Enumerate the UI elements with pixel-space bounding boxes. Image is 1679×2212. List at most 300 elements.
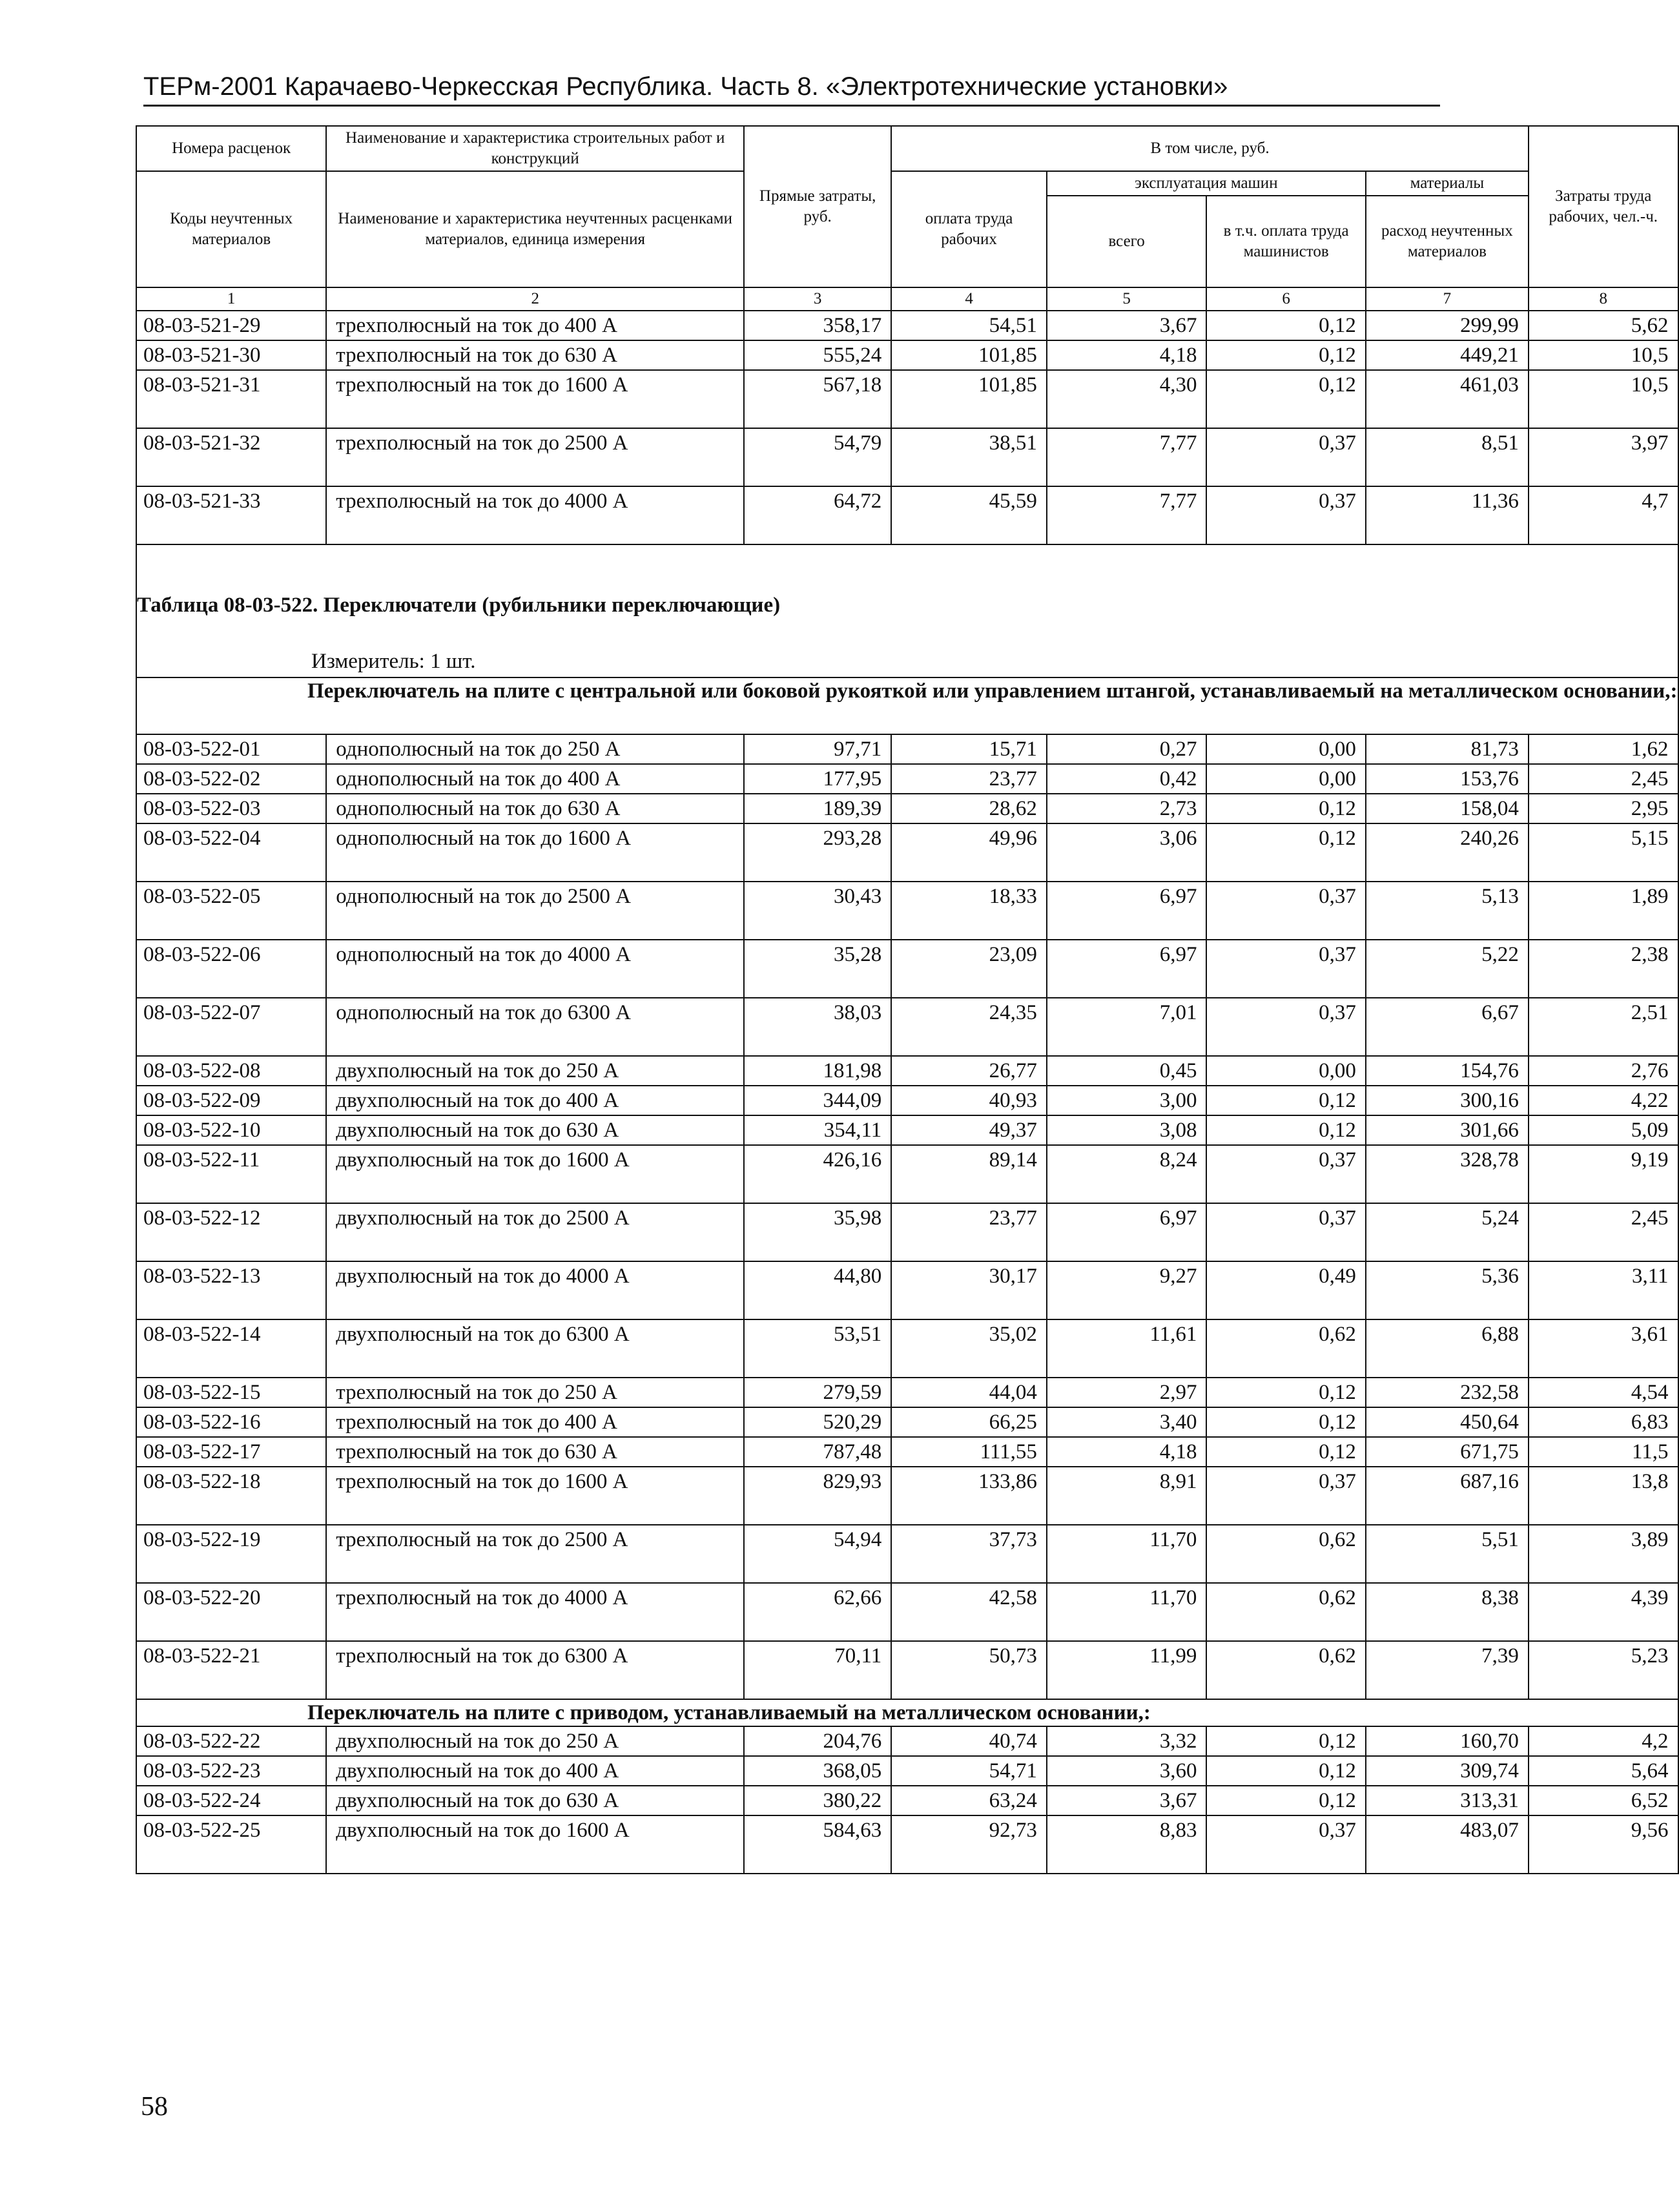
- table-row: [136, 428, 1678, 486]
- machines-total-value: 3,00: [1047, 1086, 1207, 1115]
- machinist-pay-value: 0,12: [1206, 1756, 1365, 1786]
- work-name: трехполюсный на ток до 630 А: [326, 1437, 744, 1467]
- materials-usage-value: 154,76: [1366, 1056, 1529, 1086]
- group-2-title: Переключатель на плите с приводом, устанавливаемый на металлическом основании,:: [136, 1699, 1678, 1726]
- worker-pay-value: 63,24: [891, 1786, 1047, 1815]
- table-row: [136, 823, 1678, 882]
- materials-usage-value: 5,24: [1366, 1203, 1529, 1261]
- work-name: однополюсный на ток до 400 А: [326, 764, 744, 794]
- labor-costs-value: 3,11: [1529, 1261, 1678, 1319]
- machinist-pay-value: 0,37: [1206, 940, 1365, 998]
- machinist-pay-value: 0,12: [1206, 823, 1365, 882]
- machines-total-value: 6,97: [1047, 882, 1207, 940]
- worker-pay-value: 26,77: [891, 1056, 1047, 1086]
- machines-total-value: 3,60: [1047, 1756, 1207, 1786]
- direct-costs-value: 204,76: [744, 1726, 891, 1756]
- work-name: двухполюсный на ток до 6300 А: [326, 1319, 744, 1378]
- labor-costs-value: 2,45: [1529, 1203, 1678, 1261]
- worker-pay-value: 37,73: [891, 1525, 1047, 1583]
- table-row: [136, 1378, 1678, 1407]
- table-header: [136, 126, 1678, 311]
- rate-code: 08-03-522-22: [136, 1726, 326, 1756]
- rate-code: 08-03-521-29: [136, 311, 326, 340]
- work-name: трехполюсный на ток до 1600 А: [326, 370, 744, 428]
- direct-costs-value: 368,05: [744, 1756, 891, 1786]
- work-name: двухполюсный на ток до 1600 А: [326, 1145, 744, 1203]
- direct-costs-value: 64,72: [744, 486, 891, 544]
- work-name: трехполюсный на ток до 400 А: [326, 311, 744, 340]
- materials-usage-value: 240,26: [1366, 823, 1529, 882]
- machines-total-value: 3,40: [1047, 1407, 1207, 1437]
- table-row: [136, 1467, 1678, 1525]
- work-name: двухполюсный на ток до 630 А: [326, 1115, 744, 1145]
- materials-usage-value: 160,70: [1366, 1726, 1529, 1756]
- table-row: [136, 734, 1678, 764]
- materials-usage-value: 11,36: [1366, 486, 1529, 544]
- labor-costs-value: 2,38: [1529, 940, 1678, 998]
- table-row: [136, 1319, 1678, 1378]
- machines-total-value: 11,70: [1047, 1525, 1207, 1583]
- table-row: [136, 1086, 1678, 1115]
- table-row: [136, 794, 1678, 823]
- table-522-title: Таблица 08-03-522. Переключатели (рубильники переключающие): [136, 564, 1678, 646]
- materials-usage-value: 671,75: [1366, 1437, 1529, 1467]
- table-row: [136, 882, 1678, 940]
- header-materials-usage: расход неучтенных материалов: [1366, 196, 1529, 287]
- work-name: однополюсный на ток до 4000 А: [326, 940, 744, 998]
- work-name: двухполюсный на ток до 4000 А: [326, 1261, 744, 1319]
- table-row: [136, 1815, 1678, 1874]
- column-number: 6: [1206, 287, 1365, 311]
- worker-pay-value: 101,85: [891, 340, 1047, 370]
- machines-total-value: 3,32: [1047, 1726, 1207, 1756]
- page-header: ТЕРм-2001 Карачаево-Черкесская Республика. Часть 8. «Электротехнические установки»: [143, 72, 1228, 101]
- column-number: 4: [891, 287, 1047, 311]
- materials-usage-value: 461,03: [1366, 370, 1529, 428]
- column-number: 2: [326, 287, 744, 311]
- machinist-pay-value: 0,37: [1206, 486, 1365, 544]
- worker-pay-value: 50,73: [891, 1641, 1047, 1699]
- worker-pay-value: 54,51: [891, 311, 1047, 340]
- direct-costs-value: 787,48: [744, 1437, 891, 1467]
- machinist-pay-value: 0,12: [1206, 1378, 1365, 1407]
- direct-costs-value: 62,66: [744, 1583, 891, 1641]
- meter-row: [136, 646, 1678, 677]
- table-row: [136, 1407, 1678, 1437]
- worker-pay-value: 35,02: [891, 1319, 1047, 1378]
- machinist-pay-value: 0,12: [1206, 1115, 1365, 1145]
- column-numbers-row: [136, 287, 1678, 311]
- work-name: однополюсный на ток до 1600 А: [326, 823, 744, 882]
- labor-costs-value: 5,09: [1529, 1115, 1678, 1145]
- direct-costs-value: 35,98: [744, 1203, 891, 1261]
- labor-costs-value: 3,89: [1529, 1525, 1678, 1583]
- materials-usage-value: 8,38: [1366, 1583, 1529, 1641]
- materials-usage-value: 5,51: [1366, 1525, 1529, 1583]
- machines-total-value: 8,83: [1047, 1815, 1207, 1874]
- direct-costs-value: 189,39: [744, 794, 891, 823]
- work-name: двухполюсный на ток до 2500 А: [326, 1203, 744, 1261]
- direct-costs-value: 70,11: [744, 1641, 891, 1699]
- header-machines-total: всего: [1047, 196, 1207, 287]
- labor-costs-value: 4,54: [1529, 1378, 1678, 1407]
- worker-pay-value: 49,37: [891, 1115, 1047, 1145]
- materials-usage-value: 153,76: [1366, 764, 1529, 794]
- table-row: [136, 1115, 1678, 1145]
- table-row: [136, 1756, 1678, 1786]
- group-1-title-row: [136, 677, 1678, 734]
- spacer-row: [136, 544, 1678, 564]
- machinist-pay-value: 0,62: [1206, 1319, 1365, 1378]
- machinist-pay-value: 0,00: [1206, 1056, 1365, 1086]
- labor-costs-value: 3,97: [1529, 428, 1678, 486]
- column-number: 8: [1529, 287, 1678, 311]
- machines-total-value: 0,45: [1047, 1056, 1207, 1086]
- column-number: 7: [1366, 287, 1529, 311]
- worker-pay-value: 49,96: [891, 823, 1047, 882]
- machines-total-value: 7,77: [1047, 428, 1207, 486]
- machinist-pay-value: 0,12: [1206, 1437, 1365, 1467]
- direct-costs-value: 38,03: [744, 998, 891, 1056]
- machinist-pay-value: 0,62: [1206, 1583, 1365, 1641]
- labor-costs-value: 5,62: [1529, 311, 1678, 340]
- work-name: трехполюсный на ток до 4000 А: [326, 486, 744, 544]
- materials-usage-value: 300,16: [1366, 1086, 1529, 1115]
- labor-costs-value: 9,19: [1529, 1145, 1678, 1203]
- materials-usage-value: 5,36: [1366, 1261, 1529, 1319]
- machines-total-value: 0,27: [1047, 734, 1207, 764]
- materials-usage-value: 5,13: [1366, 882, 1529, 940]
- labor-costs-value: 9,56: [1529, 1815, 1678, 1874]
- machinist-pay-value: 0,37: [1206, 1203, 1365, 1261]
- rate-code: 08-03-521-30: [136, 340, 326, 370]
- worker-pay-value: 66,25: [891, 1407, 1047, 1437]
- worker-pay-value: 28,62: [891, 794, 1047, 823]
- machines-total-value: 7,77: [1047, 486, 1207, 544]
- materials-usage-value: 232,58: [1366, 1378, 1529, 1407]
- machines-total-value: 2,97: [1047, 1378, 1207, 1407]
- machines-total-value: 3,67: [1047, 311, 1207, 340]
- rate-code: 08-03-522-01: [136, 734, 326, 764]
- rate-code: 08-03-522-21: [136, 1641, 326, 1699]
- worker-pay-value: 45,59: [891, 486, 1047, 544]
- table-body: [136, 311, 1678, 1874]
- worker-pay-value: 15,71: [891, 734, 1047, 764]
- work-name: однополюсный на ток до 2500 А: [326, 882, 744, 940]
- machinist-pay-value: 0,37: [1206, 1145, 1365, 1203]
- direct-costs-value: 354,11: [744, 1115, 891, 1145]
- machinist-pay-value: 0,37: [1206, 1815, 1365, 1874]
- machinist-pay-value: 0,37: [1206, 882, 1365, 940]
- rate-code: 08-03-522-23: [136, 1756, 326, 1786]
- work-name: однополюсный на ток до 630 А: [326, 794, 744, 823]
- table-row: [136, 1525, 1678, 1583]
- materials-usage-value: 309,74: [1366, 1756, 1529, 1786]
- direct-costs-value: 177,95: [744, 764, 891, 794]
- labor-costs-value: 2,95: [1529, 794, 1678, 823]
- table-row: [136, 1203, 1678, 1261]
- labor-costs-value: 4,7: [1529, 486, 1678, 544]
- direct-costs-value: 54,94: [744, 1525, 891, 1583]
- table-row: [136, 998, 1678, 1056]
- rate-code: 08-03-522-11: [136, 1145, 326, 1203]
- materials-usage-value: 158,04: [1366, 794, 1529, 823]
- worker-pay-value: 133,86: [891, 1467, 1047, 1525]
- work-name: двухполюсный на ток до 400 А: [326, 1086, 744, 1115]
- labor-costs-value: 3,61: [1529, 1319, 1678, 1378]
- worker-pay-value: 23,09: [891, 940, 1047, 998]
- labor-costs-value: 2,45: [1529, 764, 1678, 794]
- machinist-pay-value: 0,62: [1206, 1641, 1365, 1699]
- header-worker-pay: оплата труда рабочих: [891, 171, 1047, 287]
- machines-total-value: 3,67: [1047, 1786, 1207, 1815]
- table-row: [136, 1583, 1678, 1641]
- work-name: трехполюсный на ток до 630 А: [326, 340, 744, 370]
- table-row: [136, 340, 1678, 370]
- worker-pay-value: 101,85: [891, 370, 1047, 428]
- machinist-pay-value: 0,00: [1206, 764, 1365, 794]
- work-name: двухполюсный на ток до 250 А: [326, 1726, 744, 1756]
- machinist-pay-value: 0,12: [1206, 370, 1365, 428]
- worker-pay-value: 18,33: [891, 882, 1047, 940]
- direct-costs-value: 567,18: [744, 370, 891, 428]
- work-name: двухполюсный на ток до 1600 А: [326, 1815, 744, 1874]
- worker-pay-value: 40,93: [891, 1086, 1047, 1115]
- table-row: [136, 1261, 1678, 1319]
- worker-pay-value: 30,17: [891, 1261, 1047, 1319]
- worker-pay-value: 44,04: [891, 1378, 1047, 1407]
- direct-costs-value: 380,22: [744, 1786, 891, 1815]
- worker-pay-value: 42,58: [891, 1583, 1047, 1641]
- worker-pay-value: 40,74: [891, 1726, 1047, 1756]
- direct-costs-value: 555,24: [744, 340, 891, 370]
- materials-usage-value: 483,07: [1366, 1815, 1529, 1874]
- materials-usage-value: 313,31: [1366, 1786, 1529, 1815]
- header-codes-top: Номера расценок: [136, 126, 326, 171]
- work-name: однополюсный на ток до 250 А: [326, 734, 744, 764]
- work-name: трехполюсный на ток до 2500 А: [326, 428, 744, 486]
- machines-total-value: 2,73: [1047, 794, 1207, 823]
- table-522-title-row: [136, 564, 1678, 646]
- machinist-pay-value: 0,00: [1206, 734, 1365, 764]
- rate-code: 08-03-522-15: [136, 1378, 326, 1407]
- work-name: трехполюсный на ток до 6300 А: [326, 1641, 744, 1699]
- header-machines: эксплуатация машин: [1047, 171, 1366, 196]
- machines-total-value: 6,97: [1047, 940, 1207, 998]
- work-name: трехполюсный на ток до 1600 А: [326, 1467, 744, 1525]
- work-name: двухполюсный на ток до 630 А: [326, 1786, 744, 1815]
- header-rule: [143, 105, 1440, 107]
- rate-code: 08-03-522-20: [136, 1583, 326, 1641]
- group-1-title: Переключатель на плите с центральной или боковой рукояткой или управлением штангой, устанавливаемый на металлическом основании,:: [136, 677, 1678, 734]
- machinist-pay-value: 0,62: [1206, 1525, 1365, 1583]
- rate-code: 08-03-522-25: [136, 1815, 326, 1874]
- direct-costs-value: 293,28: [744, 823, 891, 882]
- column-number: 1: [136, 287, 326, 311]
- direct-costs-value: 53,51: [744, 1319, 891, 1378]
- table-row: [136, 1786, 1678, 1815]
- machines-total-value: 3,06: [1047, 823, 1207, 882]
- page-number: 58: [141, 2092, 168, 2122]
- direct-costs-value: 584,63: [744, 1815, 891, 1874]
- machines-total-value: 6,97: [1047, 1203, 1207, 1261]
- rate-code: 08-03-522-14: [136, 1319, 326, 1378]
- materials-usage-value: 301,66: [1366, 1115, 1529, 1145]
- machinist-pay-value: 0,12: [1206, 1407, 1365, 1437]
- rate-code: 08-03-522-16: [136, 1407, 326, 1437]
- labor-costs-value: 2,51: [1529, 998, 1678, 1056]
- machines-total-value: 11,61: [1047, 1319, 1207, 1378]
- machines-total-value: 0,42: [1047, 764, 1207, 794]
- machinist-pay-value: 0,12: [1206, 1086, 1365, 1115]
- direct-costs-value: 30,43: [744, 882, 891, 940]
- machines-total-value: 7,01: [1047, 998, 1207, 1056]
- labor-costs-value: 4,2: [1529, 1726, 1678, 1756]
- table-row: [136, 764, 1678, 794]
- header-including: В том числе, руб.: [891, 126, 1529, 171]
- work-name: трехполюсный на ток до 2500 А: [326, 1525, 744, 1583]
- labor-costs-value: 5,15: [1529, 823, 1678, 882]
- table-row: [136, 940, 1678, 998]
- rate-code: 08-03-521-31: [136, 370, 326, 428]
- direct-costs-value: 520,29: [744, 1407, 891, 1437]
- rate-code: 08-03-522-19: [136, 1525, 326, 1583]
- table-row: [136, 486, 1678, 544]
- materials-usage-value: 328,78: [1366, 1145, 1529, 1203]
- rate-code: 08-03-522-10: [136, 1115, 326, 1145]
- direct-costs-value: 54,79: [744, 428, 891, 486]
- labor-costs-value: 5,64: [1529, 1756, 1678, 1786]
- rate-code: 08-03-522-17: [136, 1437, 326, 1467]
- machinist-pay-value: 0,12: [1206, 311, 1365, 340]
- header-labor-costs: Затраты труда рабочих, чел.-ч.: [1529, 126, 1678, 287]
- table-row: [136, 1641, 1678, 1699]
- machines-total-value: 9,27: [1047, 1261, 1207, 1319]
- worker-pay-value: 23,77: [891, 764, 1047, 794]
- direct-costs-value: 829,93: [744, 1467, 891, 1525]
- labor-costs-value: 1,89: [1529, 882, 1678, 940]
- materials-usage-value: 7,39: [1366, 1641, 1529, 1699]
- table-row: [136, 1437, 1678, 1467]
- price-table: [136, 125, 1679, 1874]
- materials-usage-value: 687,16: [1366, 1467, 1529, 1525]
- machines-total-value: 4,30: [1047, 370, 1207, 428]
- column-number: 5: [1047, 287, 1207, 311]
- labor-costs-value: 10,5: [1529, 370, 1678, 428]
- rate-code: 08-03-522-09: [136, 1086, 326, 1115]
- machines-total-value: 11,99: [1047, 1641, 1207, 1699]
- labor-costs-value: 13,8: [1529, 1467, 1678, 1525]
- materials-usage-value: 299,99: [1366, 311, 1529, 340]
- materials-usage-value: 6,88: [1366, 1319, 1529, 1378]
- header-machinist-pay: в т.ч. оплата труда машинистов: [1206, 196, 1365, 287]
- direct-costs-value: 344,09: [744, 1086, 891, 1115]
- machinist-pay-value: 0,12: [1206, 1726, 1365, 1756]
- direct-costs-value: 426,16: [744, 1145, 891, 1203]
- table-row: [136, 1726, 1678, 1756]
- direct-costs-value: 35,28: [744, 940, 891, 998]
- machinist-pay-value: 0,12: [1206, 340, 1365, 370]
- table-row: [136, 370, 1678, 428]
- machines-total-value: 4,18: [1047, 1437, 1207, 1467]
- labor-costs-value: 10,5: [1529, 340, 1678, 370]
- rate-code: 08-03-521-33: [136, 486, 326, 544]
- machinist-pay-value: 0,12: [1206, 794, 1365, 823]
- header-codes-bottom: Коды неучтенных материалов: [136, 171, 326, 287]
- group-2-title-row: [136, 1699, 1678, 1726]
- rate-code: 08-03-522-06: [136, 940, 326, 998]
- machinist-pay-value: 0,37: [1206, 1467, 1365, 1525]
- machines-total-value: 11,70: [1047, 1583, 1207, 1641]
- work-name: трехполюсный на ток до 400 А: [326, 1407, 744, 1437]
- work-name: двухполюсный на ток до 400 А: [326, 1756, 744, 1786]
- materials-usage-value: 8,51: [1366, 428, 1529, 486]
- rate-code: 08-03-522-13: [136, 1261, 326, 1319]
- worker-pay-value: 111,55: [891, 1437, 1047, 1467]
- machinist-pay-value: 0,49: [1206, 1261, 1365, 1319]
- worker-pay-value: 24,35: [891, 998, 1047, 1056]
- spacer: [136, 544, 1678, 564]
- work-name: однополюсный на ток до 6300 А: [326, 998, 744, 1056]
- rate-code: 08-03-522-03: [136, 794, 326, 823]
- work-name: трехполюсный на ток до 4000 А: [326, 1583, 744, 1641]
- rate-code: 08-03-522-04: [136, 823, 326, 882]
- labor-costs-value: 5,23: [1529, 1641, 1678, 1699]
- worker-pay-value: 89,14: [891, 1145, 1047, 1203]
- worker-pay-value: 92,73: [891, 1815, 1047, 1874]
- labor-costs-value: 1,62: [1529, 734, 1678, 764]
- labor-costs-value: 11,5: [1529, 1437, 1678, 1467]
- rate-code: 08-03-522-12: [136, 1203, 326, 1261]
- materials-usage-value: 81,73: [1366, 734, 1529, 764]
- labor-costs-value: 4,39: [1529, 1583, 1678, 1641]
- direct-costs-value: 97,71: [744, 734, 891, 764]
- rate-code: 08-03-522-02: [136, 764, 326, 794]
- rate-code: 08-03-522-07: [136, 998, 326, 1056]
- materials-usage-value: 449,21: [1366, 340, 1529, 370]
- worker-pay-value: 54,71: [891, 1756, 1047, 1786]
- worker-pay-value: 38,51: [891, 428, 1047, 486]
- machines-total-value: 3,08: [1047, 1115, 1207, 1145]
- machinist-pay-value: 0,37: [1206, 998, 1365, 1056]
- rate-code: 08-03-522-05: [136, 882, 326, 940]
- rate-code: 08-03-522-18: [136, 1467, 326, 1525]
- header-name-bottom: Наименование и характеристика неучтенных расценками материалов, единица измерения: [326, 171, 744, 287]
- table-row: [136, 1145, 1678, 1203]
- rate-code: 08-03-521-32: [136, 428, 326, 486]
- meter: Измеритель: 1 шт.: [136, 646, 1678, 677]
- header-materials: материалы: [1366, 171, 1529, 196]
- header-direct-costs: Прямые затраты, руб.: [744, 126, 891, 287]
- direct-costs-value: 358,17: [744, 311, 891, 340]
- materials-usage-value: 450,64: [1366, 1407, 1529, 1437]
- machines-total-value: 8,24: [1047, 1145, 1207, 1203]
- direct-costs-value: 279,59: [744, 1378, 891, 1407]
- machinist-pay-value: 0,37: [1206, 428, 1365, 486]
- machinist-pay-value: 0,12: [1206, 1786, 1365, 1815]
- table-row: [136, 1056, 1678, 1086]
- rate-code: 08-03-522-24: [136, 1786, 326, 1815]
- labor-costs-value: 4,22: [1529, 1086, 1678, 1115]
- machines-total-value: 8,91: [1047, 1467, 1207, 1525]
- rate-code: 08-03-522-08: [136, 1056, 326, 1086]
- labor-costs-value: 2,76: [1529, 1056, 1678, 1086]
- worker-pay-value: 23,77: [891, 1203, 1047, 1261]
- column-number: 3: [744, 287, 891, 311]
- labor-costs-value: 6,83: [1529, 1407, 1678, 1437]
- work-name: двухполюсный на ток до 250 А: [326, 1056, 744, 1086]
- materials-usage-value: 5,22: [1366, 940, 1529, 998]
